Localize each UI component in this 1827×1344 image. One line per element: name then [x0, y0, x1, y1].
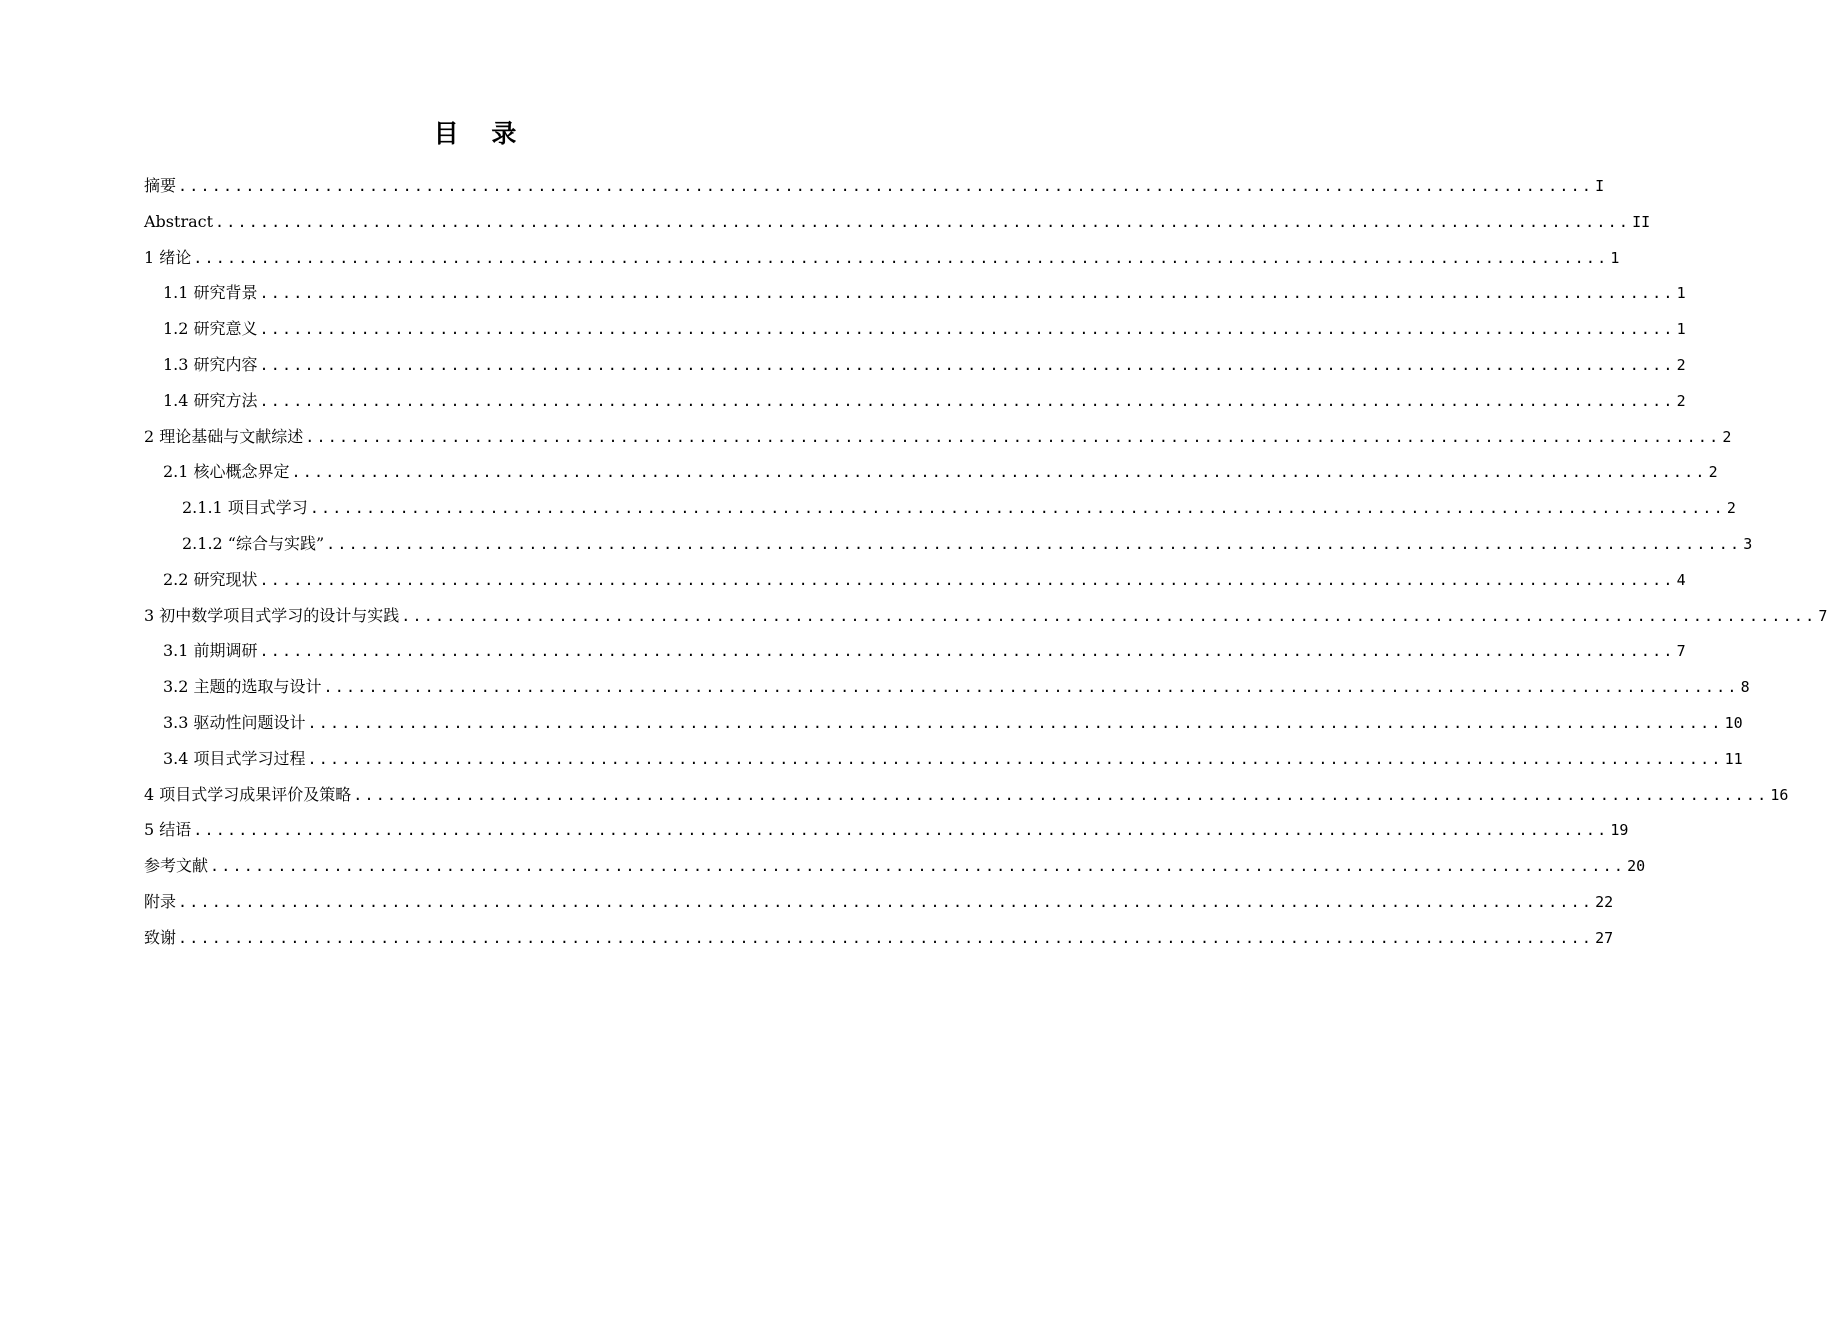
toc-entry-page-number: 2 — [1722, 427, 1732, 446]
toc-entry-page-number: 1 — [1676, 320, 1686, 339]
toc-entry-2[interactable] — [144, 204, 1651, 240]
toc-entry-7[interactable] — [144, 383, 1686, 419]
toc-entry-page-number: II — [1632, 212, 1651, 231]
toc-entry-page-number: 10 — [1724, 713, 1743, 732]
toc-entry-label: 2.1 核心概念界定 — [163, 462, 290, 482]
toc-entry-label: 1.1 研究背景 — [163, 283, 258, 303]
toc-entry-page-number: 7 — [1676, 642, 1686, 661]
toc-entry-17[interactable] — [144, 741, 1743, 777]
toc-dot-leader: .............................................................................................................................. — [259, 391, 1675, 410]
toc-entry-label: 4 项目式学习成果评价及策略 — [144, 784, 352, 804]
toc-entry-page-number: 20 — [1627, 857, 1646, 876]
toc-dot-leader: .............................................................................................................................. — [259, 320, 1675, 339]
toc-entry-15[interactable] — [144, 669, 1750, 705]
toc-entry-16[interactable] — [144, 705, 1743, 741]
toc-entry-label: 1.3 研究内容 — [163, 354, 258, 374]
toc-entry-label: 1.2 研究意义 — [163, 319, 258, 339]
toc-entry-page-number: 7 — [1818, 606, 1827, 625]
toc-entry-label: 参考文献 — [144, 856, 209, 876]
toc-dot-leader: .............................................................................................................................. — [309, 499, 1725, 518]
toc-entry-8[interactable] — [144, 419, 1732, 455]
toc-entry-22[interactable] — [144, 920, 1614, 956]
toc-entry-label: 2.1.2 “综合与实践” — [182, 533, 325, 553]
toc-dot-leader: .............................................................................................................................. — [307, 713, 1723, 732]
toc-title: 目 录 — [433, 119, 529, 148]
toc-dot-leader: .............................................................................................................................. — [291, 463, 1707, 482]
toc-entry-label: 2.2 研究现状 — [163, 569, 258, 589]
toc-entry-label: 致谢 — [144, 927, 177, 947]
toc-entry-label: 3.3 驱动性问题设计 — [163, 712, 306, 732]
toc-dot-leader: .............................................................................................................................. — [259, 570, 1675, 589]
toc-entry-page-number: 2 — [1676, 355, 1686, 374]
toc-entry-page-number: 16 — [1770, 785, 1789, 804]
toc-entry-label: 1 绪论 — [144, 247, 192, 267]
toc-dot-leader: .............................................................................................................................. — [353, 785, 1769, 804]
toc-dot-leader: .............................................................................................................................. — [178, 928, 1594, 947]
toc-entry-page-number: 27 — [1595, 928, 1614, 947]
toc-dot-leader: .............................................................................................................................. — [178, 892, 1594, 911]
toc-entry-18[interactable] — [144, 777, 1789, 813]
toc-entry-13[interactable] — [144, 598, 1827, 634]
toc-entry-label: 3 初中数学项目式学习的设计与实践 — [144, 605, 400, 625]
toc-dot-leader: .............................................................................................................................. — [193, 248, 1609, 267]
toc-entry-page-number: 11 — [1724, 749, 1743, 768]
toc-entry-label: 1.4 研究方法 — [163, 390, 258, 410]
toc-entry-label: 3.2 主题的选取与设计 — [163, 677, 322, 697]
toc-entry-6[interactable] — [144, 347, 1686, 383]
toc-entry-page-number: 1 — [1676, 284, 1686, 303]
toc-entry-1[interactable] — [144, 168, 1605, 204]
toc-dot-leader: .............................................................................................................................. — [215, 212, 1631, 231]
toc-entry-label: 附录 — [144, 891, 177, 911]
toc-entry-page-number: 8 — [1740, 678, 1750, 697]
toc-entry-page-number: 2 — [1726, 499, 1736, 518]
toc-entry-page-number: I — [1595, 177, 1605, 195]
toc-entry-label: 3.1 前期调研 — [163, 641, 258, 661]
toc-entry-label: 2 理论基础与文献综述 — [144, 426, 304, 446]
toc-dot-leader: .............................................................................................................................. — [326, 534, 1742, 553]
toc-entry-page-number: 1 — [1610, 248, 1620, 267]
toc-entry-page-number: 4 — [1676, 570, 1686, 589]
toc-entry-label: 2.1.1 项目式学习 — [182, 498, 308, 518]
toc-dot-leader: .............................................................................................................................. — [259, 284, 1675, 303]
toc-entry-page-number: 19 — [1610, 821, 1629, 840]
toc-dot-leader: .............................................................................................................................. — [210, 857, 1626, 876]
toc-entry-label: 5 结语 — [144, 820, 192, 840]
toc-dot-leader: .............................................................................................................................. — [323, 678, 1739, 697]
toc-entry-20[interactable] — [144, 848, 1646, 884]
toc-entry-page-number: 22 — [1595, 892, 1614, 911]
toc-entry-5[interactable] — [144, 311, 1686, 347]
toc-entry-12[interactable] — [144, 562, 1686, 598]
toc-dot-leader: .............................................................................................................................. — [307, 749, 1723, 768]
toc-dot-leader: .............................................................................................................................. — [178, 177, 1594, 195]
toc-entry-page-number: 3 — [1743, 534, 1753, 553]
toc-entry-page-number: 2 — [1708, 463, 1718, 482]
toc-dot-leader: .............................................................................................................................. — [193, 821, 1609, 840]
toc-dot-leader: .............................................................................................................................. — [259, 355, 1675, 374]
toc-entry-page-number: 2 — [1676, 391, 1686, 410]
toc-entry-21[interactable] — [144, 884, 1614, 920]
toc-entry-14[interactable] — [144, 633, 1686, 669]
toc-dot-leader: .............................................................................................................................. — [305, 427, 1721, 446]
toc-entry-label: Abstract — [144, 211, 214, 231]
toc-entry-3[interactable] — [144, 240, 1620, 276]
table-of-contents — [144, 168, 1827, 956]
toc-dot-leader: .............................................................................................................................. — [259, 642, 1675, 661]
toc-entry-19[interactable] — [144, 812, 1629, 848]
toc-dot-leader: .............................................................................................................................. — [401, 606, 1817, 625]
toc-entry-label: 摘要 — [144, 176, 177, 195]
toc-entry-9[interactable] — [144, 454, 1718, 490]
toc-entry-label: 3.4 项目式学习过程 — [163, 748, 306, 768]
toc-entry-4[interactable] — [144, 275, 1686, 311]
toc-entry-10[interactable] — [144, 490, 1736, 526]
toc-entry-11[interactable] — [144, 526, 1753, 562]
